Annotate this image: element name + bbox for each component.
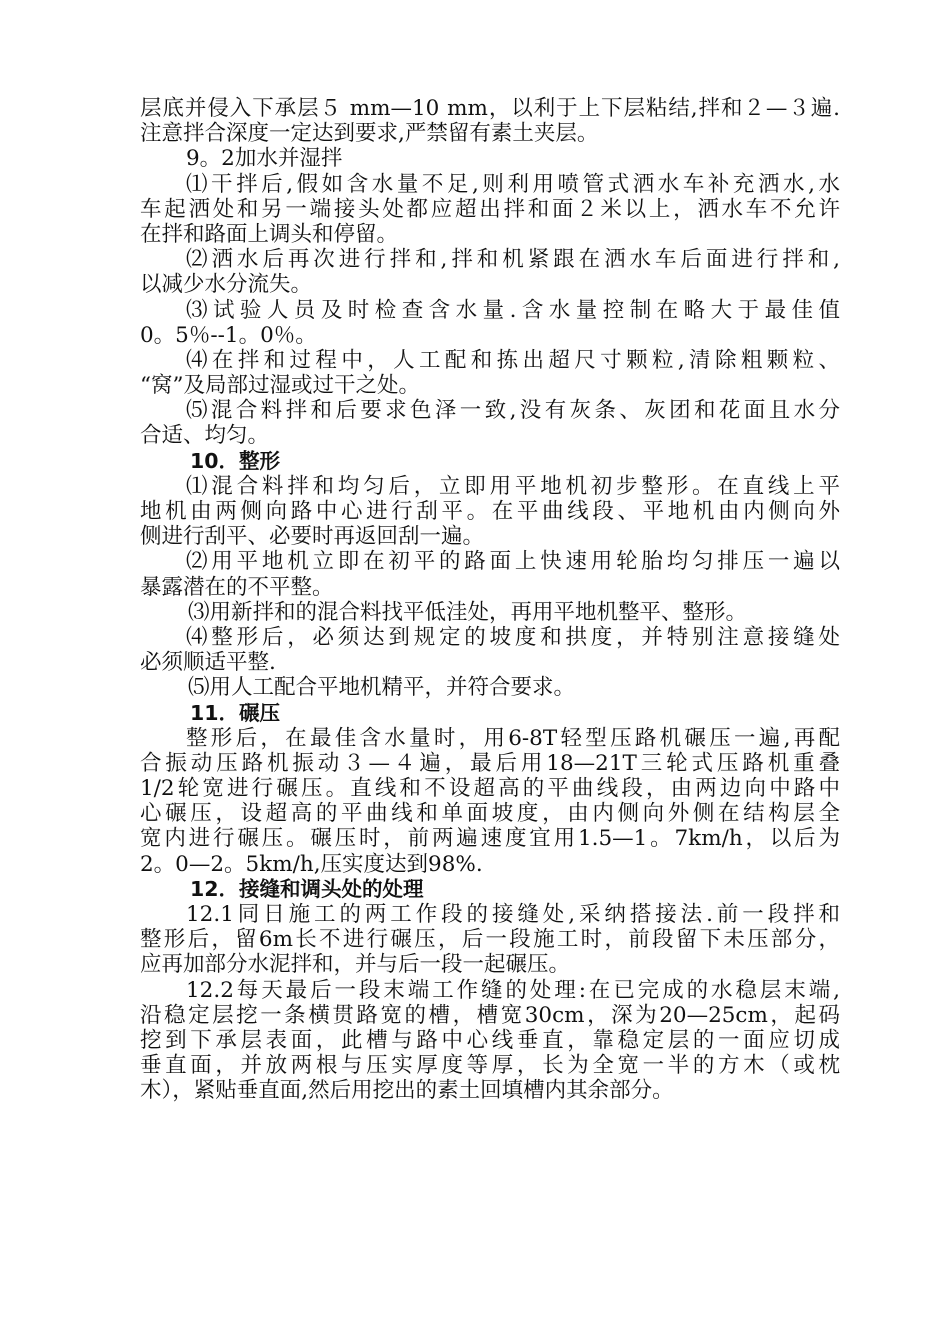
text-line: 宽内进行碾压。碾压时，前两遍速度宜用1.5—1。7km/h，以后为 xyxy=(140,826,840,852)
text-line: 垂直面，并放两根与压实厚度等厚，长为全宽一半的方木（或枕 xyxy=(140,1053,840,1079)
text-line: 9。2加水并湿拌 xyxy=(186,146,343,172)
text-line: ⑸用人工配合平地机精平，并符合要求。 xyxy=(188,675,576,701)
text-line: 必须顺适平整. xyxy=(140,650,276,676)
text-line: ⑶用新拌和的混合料找平低洼处，再用平地机整平、整形。 xyxy=(188,599,748,625)
section-heading: 10．整形 xyxy=(190,448,281,473)
text-line: 1/2轮宽进行碾压。直线和不设超高的平曲线段，由两边向中路中 xyxy=(140,776,840,802)
text-line: ⑵用平地机立即在初平的路面上快速用轮胎均匀排压一遍以 xyxy=(186,549,840,575)
text-line: ⑴干拌后,假如含水量不足,则利用喷管式洒水车补充洒水,水 xyxy=(186,171,840,197)
text-line: 心碾压，设超高的平曲线和单面坡度，由内侧向外侧在结构层全 xyxy=(140,801,840,827)
text-line: 层底并侵入下承层５ mm—10 mm，以利于上下层粘结,拌和２—３遍. xyxy=(140,96,840,121)
text-line: 挖到下承层表面，此槽与路中心线垂直，靠稳定层的一面应切成 xyxy=(140,1027,840,1053)
text-line: 侧进行刮平、必要时再返回刮一遍。 xyxy=(140,524,485,550)
text-line: 沿稳定层挖一条横贯路宽的槽，槽宽30cm，深为20—25cm，起码 xyxy=(140,1002,840,1028)
text-line: 在拌和路面上调头和停留。 xyxy=(140,221,399,247)
text-line: 整形后，留6m长不进行碾压，后一段施工时，前段留下未压部分， xyxy=(140,927,840,953)
text-line: 0。5％--1。0％。 xyxy=(140,322,317,348)
text-line: 合振动压路机振动３—４遍，最后用18—21T三轮式压路机重叠 xyxy=(140,750,840,776)
text-line: 2。0—2。5km/h,压实度达到98%. xyxy=(140,851,483,877)
document-body xyxy=(140,96,840,1104)
text-line: 12.1同日施工的两工作段的接缝处,采纳搭接法.前一段拌和 xyxy=(186,902,840,927)
text-line: 车起洒处和另一端接头处都应超出拌和面２米以上，洒水车不允许 xyxy=(140,196,840,222)
text-line: 合适、均匀。 xyxy=(140,423,270,449)
text-line: 以减少水分流失。 xyxy=(140,272,313,298)
text-line: 整形后，在最佳含水量时，用6-8T轻型压路机碾压一遍,再配 xyxy=(186,725,840,751)
text-line: 地机由两侧向路中心进行刮平。在平曲线段、平地机由内侧向外 xyxy=(140,499,840,524)
text-line: 木），紧贴垂直面,然后用挖出的素土回填槽内其余部分。 xyxy=(140,1078,674,1104)
text-line: ⑸混合料拌和后要求色泽一致,没有灰条、灰团和花面且水分 xyxy=(186,398,840,424)
text-line: ⑷整形后，必须达到规定的坡度和拱度，并特别注意接缝处 xyxy=(186,624,840,650)
text-line: 暴露潜在的不平整。 xyxy=(140,574,334,600)
text-line: ⑴混合料拌和均匀后，立即用平地机初步整形。在直线上平 xyxy=(186,473,840,499)
text-line: ⑷在拌和过程中，人工配和拣出超尺寸颗粒,清除粗颗粒、 xyxy=(186,347,840,373)
section-heading: 12．接缝和调头处的处理 xyxy=(190,876,424,901)
text-line: “窝”及局部过湿或过干之处。 xyxy=(140,373,420,399)
text-line: ⑶试验人员及时检查含水量.含水量控制在略大于最佳值 xyxy=(186,297,840,323)
text-line: 12.2每天最后一段末端工作缝的处理:在已完成的水稳层末端, xyxy=(186,977,840,1003)
text-line: 注意拌合深度一定达到要求,严禁留有素土夹层。 xyxy=(140,121,599,147)
text-line: ⑵洒水后再次进行拌和,拌和机紧跟在洒水车后面进行拌和, xyxy=(186,247,840,273)
section-heading: 11．碾压 xyxy=(190,700,281,725)
text-line: 应再加部分水泥拌和，并与后一段一起碾压。 xyxy=(140,952,571,978)
